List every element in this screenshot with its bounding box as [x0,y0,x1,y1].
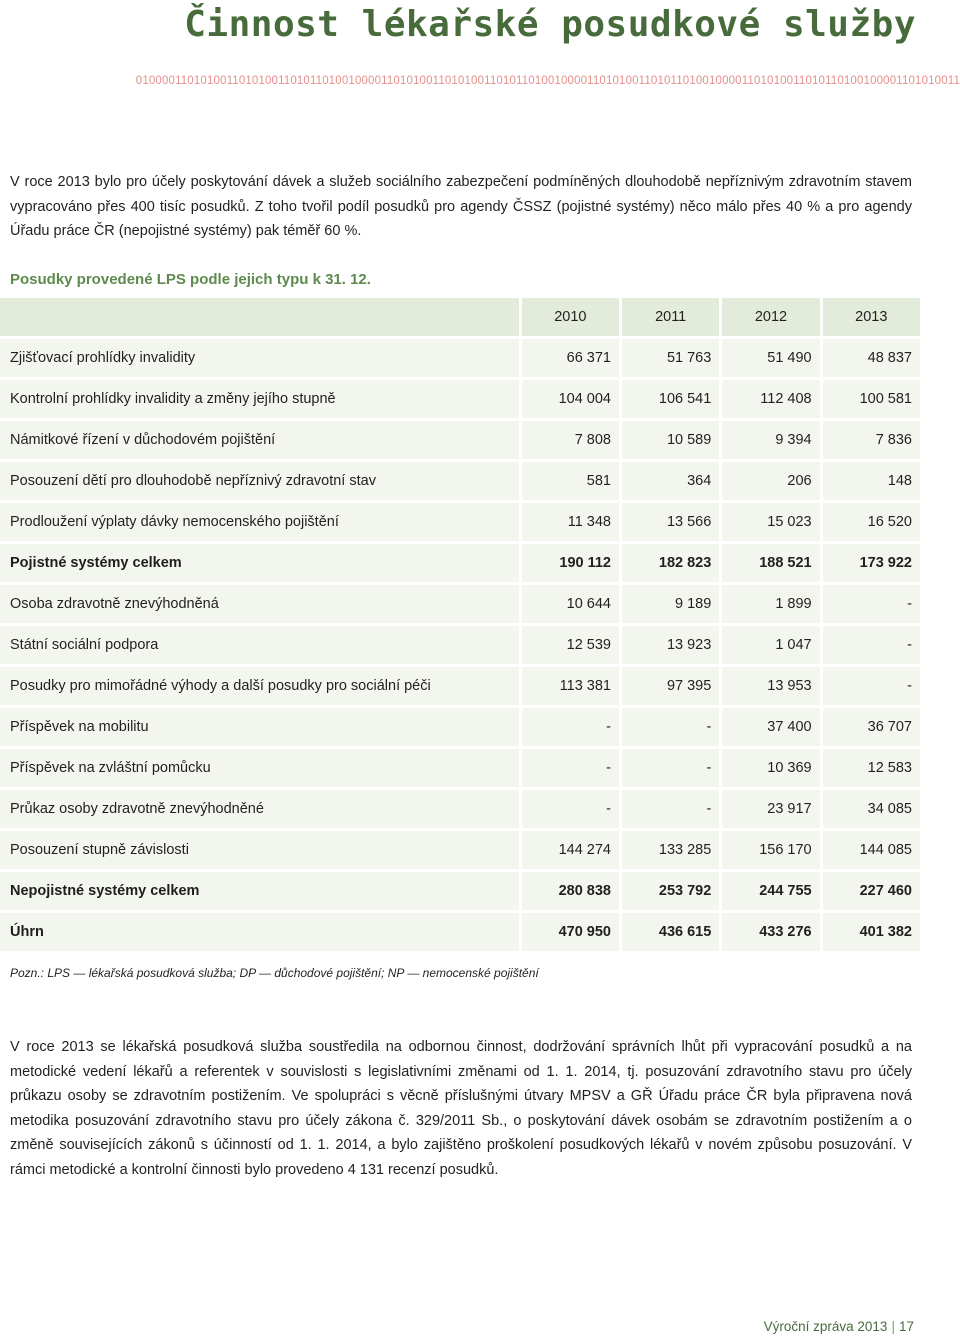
table-row [0,462,920,503]
table-total-row [0,913,920,954]
row-value-2012: 156 170 [719,831,819,872]
row-value-2011: 106 541 [619,380,719,421]
table-row [0,749,920,790]
row-value-2013: 144 085 [820,831,920,872]
row-value-2011: - [619,790,719,831]
row-label: Kontrolní prohlídky invalidity a změny jejího stupně [0,380,519,421]
page-footer [764,1319,914,1334]
row-value-2010: 10 644 [519,585,619,626]
row-value-2013: - [820,585,920,626]
row-value-2010: 581 [519,462,619,503]
row-label: Posouzení stupně závislosti [0,831,519,872]
page-number: 17 [898,1319,914,1334]
row-label: Průkaz osoby zdravotně znevýhodněné [0,790,519,831]
table-header-row [0,298,920,339]
footer-report-label: Výroční zpráva 2013 [763,1319,888,1334]
row-value-2011: 97 395 [619,667,719,708]
binary-decoration-strip: 01000011010100110101001101011010010000110101001101010011010110100100001101010011010110100100001101010011010110100100001101010011 [135,75,960,87]
row-value-2010: 7 808 [519,421,619,462]
table-row [0,339,920,380]
row-value-2012: 37 400 [719,708,819,749]
row-value-2013: 48 837 [820,339,920,380]
row-label: Prodloužení výplaty dávky nemocenského pojištění [0,503,519,544]
intro-paragraph: V roce 2013 bylo pro účely poskytování dávek a služeb sociálního zabezpečení podmíněných dlouhodobě nepříznivým zdravotním stavem vypracováno přes 400 tisíc posudků. Z toho tvořil podíl posudků pro agendy ČSSZ (pojistné systémy) něco málo přes 40 % a pro agendy Úřadu práce ČR (nepojistné systémy) pak téměř 60 %. [10,174,912,239]
table-row [0,503,920,544]
row-value-2011: - [619,749,719,790]
assessments-table-body [0,298,920,954]
row-value-2011: 13 923 [619,626,719,667]
table-total-row [0,544,920,585]
table-header-empty-cell [0,298,519,339]
row-value-2011: 10 589 [619,421,719,462]
row-value-2010: 144 274 [519,831,619,872]
row-label: Příspěvek na mobilitu [0,708,519,749]
table-header-year: 2011 [619,298,719,339]
row-value-2010: 470 950 [519,913,619,954]
row-value-2010: 11 348 [519,503,619,544]
table-row [0,626,920,667]
table-row [0,380,920,421]
row-value-2013: 100 581 [820,380,920,421]
row-value-2013: 16 520 [820,503,920,544]
row-value-2011: 364 [619,462,719,503]
row-value-2012: 9 394 [719,421,819,462]
row-value-2010: 12 539 [519,626,619,667]
row-value-2012: 10 369 [719,749,819,790]
row-label: Osoba zdravotně znevýhodněná [0,585,519,626]
table-title: Posudky provedené LPS podle jejich typu k 31. 12. [10,271,371,288]
row-value-2013: 34 085 [820,790,920,831]
table-row [0,585,920,626]
row-value-2012: 51 490 [719,339,819,380]
page-title: Činnost lékařské posudkové služby [184,4,916,45]
row-label: Zjišťovací prohlídky invalidity [0,339,519,380]
row-value-2012: 188 521 [719,544,819,585]
row-value-2011: 133 285 [619,831,719,872]
row-value-2012: 112 408 [719,380,819,421]
row-value-2012: 433 276 [719,913,819,954]
row-value-2012: 23 917 [719,790,819,831]
row-label: Posouzení dětí pro dlouhodobě nepříznivý zdravotní stav [0,462,519,503]
row-value-2013: - [820,667,920,708]
row-value-2010: 280 838 [519,872,619,913]
row-value-2013: 173 922 [820,544,920,585]
row-value-2013: 36 707 [820,708,920,749]
row-value-2013: 227 460 [820,872,920,913]
table-total-row [0,872,920,913]
table-row [0,421,920,462]
table-header-year: 2013 [820,298,920,339]
table-header-year: 2010 [519,298,619,339]
table-row [0,667,920,708]
row-label: Úhrn [0,913,519,954]
closing-paragraph: V roce 2013 se lékařská posudková služba soustředila na odbornou činnost, dodržování správních lhůt při vypracování posudků a na metodické vedení lékařů a referentek v souvislosti s legislativními změnami od 1. 1. 2014, tj. posuzování zdravotního stavu pro účely průkazu osoby se zdravotním postižením. Ve spolupráci s věcně příslušnými útvary MPSV a GŘ Úřadu práce ČR byla připravena nová metodika posuzování zdravotního stavu pro účely zákona č. 329/2011 Sb., o poskytování dávek osobám se zdravotním postižením a o změně souvisejících zákonů s účinností od 1. 1. 2014, a bylo zajištěno proškolení posudkových lékařů v novém způsobu posuzování. V rámci metodické a kontrolní činnosti bylo provedeno 4 131 recenzí posudků. [10,1039,912,1178]
row-value-2010: 104 004 [519,380,619,421]
row-value-2010: 190 112 [519,544,619,585]
row-label: Pojistné systémy celkem [0,544,519,585]
row-value-2011: 182 823 [619,544,719,585]
footer-separator: | [891,1319,895,1334]
row-value-2010: 113 381 [519,667,619,708]
row-value-2011: 253 792 [619,872,719,913]
table-row [0,708,920,749]
table-row [0,790,920,831]
row-value-2012: 13 953 [719,667,819,708]
row-value-2010: - [519,749,619,790]
row-value-2011: - [619,708,719,749]
table-row [0,831,920,872]
table-header-year: 2012 [719,298,819,339]
row-value-2012: 1 899 [719,585,819,626]
row-value-2011: 13 566 [619,503,719,544]
row-value-2010: 66 371 [519,339,619,380]
row-label: Příspěvek na zvláštní pomůcku [0,749,519,790]
row-value-2013: 7 836 [820,421,920,462]
row-label: Nepojistné systémy celkem [0,872,519,913]
row-value-2010: - [519,708,619,749]
row-value-2012: 15 023 [719,503,819,544]
row-value-2010: - [519,790,619,831]
row-label: Státní sociální podpora [0,626,519,667]
row-value-2011: 9 189 [619,585,719,626]
assessments-table [0,298,920,954]
row-value-2012: 206 [719,462,819,503]
row-value-2011: 436 615 [619,913,719,954]
row-value-2013: 401 382 [820,913,920,954]
row-value-2013: - [820,626,920,667]
row-value-2013: 148 [820,462,920,503]
row-label: Námitkové řízení v důchodovém pojištění [0,421,519,462]
row-value-2013: 12 583 [820,749,920,790]
table-footnote: Pozn.: LPS — lékařská posudková služba; DP — důchodové pojištění; NP — nemocenské pojištění [10,966,539,980]
row-value-2012: 244 755 [719,872,819,913]
row-value-2012: 1 047 [719,626,819,667]
row-label: Posudky pro mimořádné výhody a další posudky pro sociální péči [0,667,519,708]
row-value-2011: 51 763 [619,339,719,380]
